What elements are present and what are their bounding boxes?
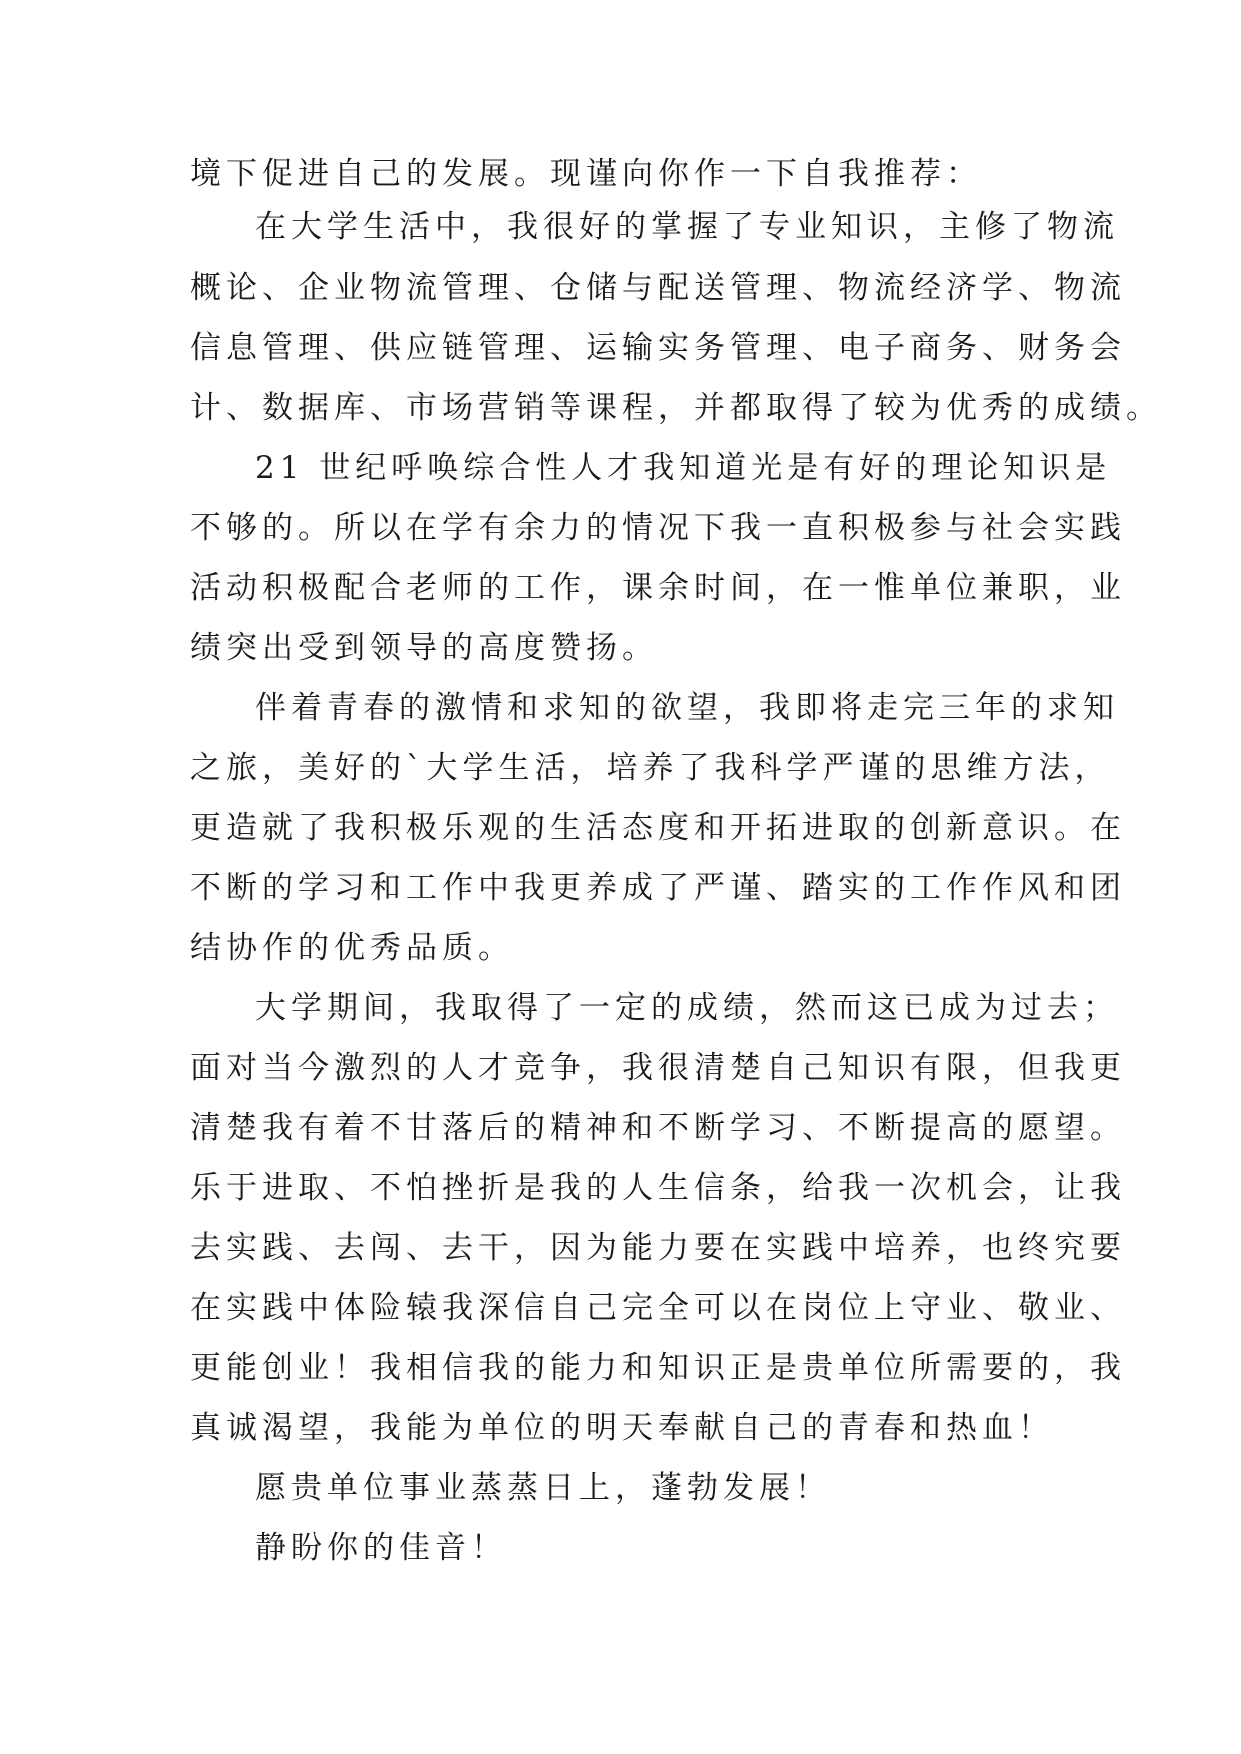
text-line: 计、数据库、市场营销等课程，并都取得了较为优秀的成绩。 — [190, 390, 1162, 426]
text-line: 清楚我有着不甘落后的精神和不断学习、不断提高的愿望。 — [190, 1110, 1126, 1146]
text-line: 真诚渴望，我能为单位的明天奉献自己的青春和热血！ — [190, 1410, 1054, 1446]
text-line: 静盼你的佳音！ — [255, 1530, 507, 1566]
text-line: 绩突出受到领导的高度赞扬。 — [190, 630, 658, 666]
text-line: 不断的学习和工作中我更养成了严谨、踏实的工作作风和团 — [190, 870, 1126, 906]
text-line: 之旅，美好的`大学生活，培养了我科学严谨的思维方法， — [190, 750, 1111, 786]
text-line: 不够的。所以在学有余力的情况下我一直积极参与社会实践 — [190, 510, 1126, 546]
text-line: 概论、企业物流管理、仓储与配送管理、物流经济学、物流 — [190, 270, 1126, 306]
text-line: 去实践、去闯、去干，因为能力要在实践中培养，也终究要 — [190, 1230, 1126, 1266]
text-line: 活动积极配合老师的工作，课余时间，在一惟单位兼职，业 — [190, 570, 1126, 606]
text-line: 愿贵单位事业蒸蒸日上，蓬勃发展！ — [255, 1470, 831, 1506]
text-line: 伴着青春的激情和求知的欲望，我即将走完三年的求知 — [255, 690, 1119, 726]
text-line: 境下促进自己的发展。现谨向你作一下自我推荐： — [190, 156, 982, 192]
text-line: 更造就了我积极乐观的生活态度和开拓进取的创新意识。在 — [190, 810, 1126, 846]
text-line: 结协作的优秀品质。 — [190, 930, 514, 966]
text-line: 更能创业！我相信我的能力和知识正是贵单位所需要的，我 — [190, 1350, 1126, 1386]
text-line: 乐于进取、不怕挫折是我的人生信条，给我一次机会，让我 — [190, 1170, 1126, 1206]
text-line: 在大学生活中，我很好的掌握了专业知识，主修了物流 — [255, 209, 1119, 245]
text-line: 信息管理、供应链管理、运输实务管理、电子商务、财务会 — [190, 330, 1126, 366]
text-line: 面对当今激烈的人才竞争，我很清楚自己知识有限，但我更 — [190, 1050, 1126, 1086]
text-line: 在实践中体险辕我深信自己完全可以在岗位上守业、敬业、 — [190, 1290, 1126, 1326]
text-line: 大学期间，我取得了一定的成绩，然而这已成为过去； — [255, 990, 1119, 1026]
text-line: 21 世纪呼唤综合性人才我知道光是有好的理论知识是 — [255, 450, 1112, 486]
